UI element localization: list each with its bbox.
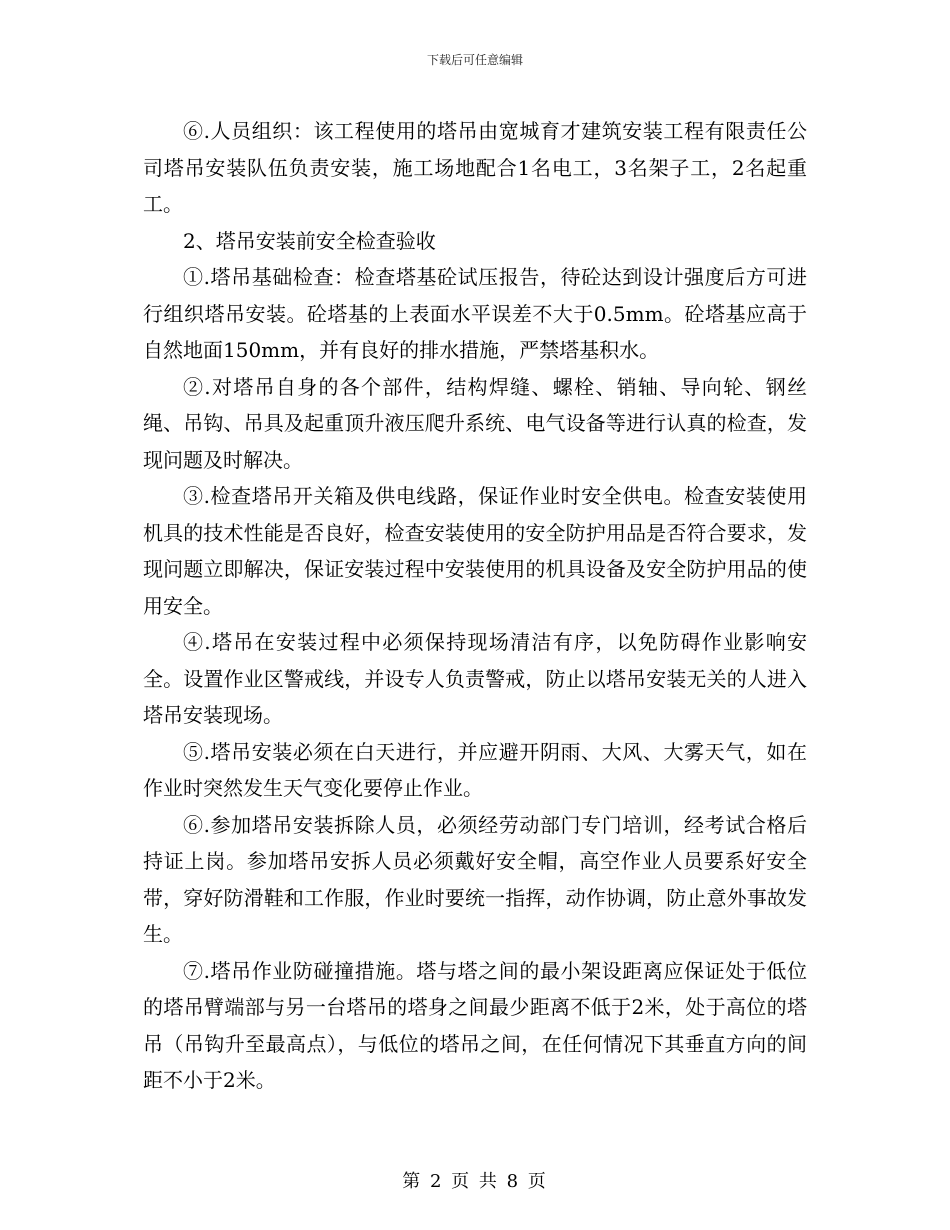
paragraph-weather: ⑤.塔吊安装必须在白天进行，并应避开阴雨、大风、大雾天气，如在作业时突然发生天气变化要停止作业。 bbox=[143, 739, 807, 800]
paragraph-power-check: ③.检查塔吊开关箱及供电线路，保证作业时安全供电。检查安装使用机具的技术性能是否良好，检查安装使用的安全防护用品是否符合要求，发现问题立即解决，保证安装过程中安装使用的机具设备及安全防护用品的使用安全。 bbox=[143, 484, 807, 618]
paragraph-training: ⑥.参加塔吊安装拆除人员，必须经劳动部门专门培训，经考试合格后持证上岗。参加塔吊安拆人员必须戴好安全帽，高空作业人员要系好安全带，穿好防滑鞋和工作服，作业时要统一指挥，动作协调，防止意外事故发生。 bbox=[143, 812, 807, 946]
paragraph-personnel: ⑥.人员组织：该工程使用的塔吊由宽城育才建筑安装工程有限责任公司塔吊安装队伍负责安装，施工场地配合1名电工，3名架子工，2名起重工。 bbox=[143, 119, 807, 216]
paragraph-site-order: ④.塔吊在安装过程中必须保持现场清洁有序，以免防碍作业影响安全。设置作业区警戒线，并设专人负责警戒，防止以塔吊安装无关的人进入塔吊安装现场。 bbox=[143, 630, 807, 727]
page-header: 下载后可任意编辑 bbox=[426, 53, 523, 67]
document-body bbox=[143, 113, 807, 1099]
page-number: 第 2 页 共 8 页 bbox=[402, 1171, 548, 1192]
paragraph-anti-collision: ⑦.塔吊作业防碰撞措施。塔与塔之间的最小架设距离应保证处于低位的塔吊臂端部与另一台塔吊的塔身之间最少距离不低于2米，处于高位的塔吊（吊钩升至最高点），与低位的塔吊之间，在任何情况下其垂直方向的间距不小于2米。 bbox=[143, 958, 807, 1092]
section-heading-safety-inspection: 2、塔吊安装前安全检查验收 bbox=[183, 228, 436, 253]
paragraph-component-check: ②.对塔吊自身的各个部件，结构焊缝、螺栓、销轴、导向轮、钢丝绳、吊钩、吊具及起重顶升液压爬升系统、电气设备等进行认真的检查，发现问题及时解决。 bbox=[143, 374, 807, 472]
paragraph-foundation-check: ①.塔吊基础检查：检查塔基砼试压报告，待砼达到设计强度后方可进行组织塔吊安装。砼塔基的上表面水平误差不大于0.5mm。砼塔基应高于自然地面150mm，并有良好的排水措施，严禁塔基积水。 bbox=[143, 265, 807, 362]
